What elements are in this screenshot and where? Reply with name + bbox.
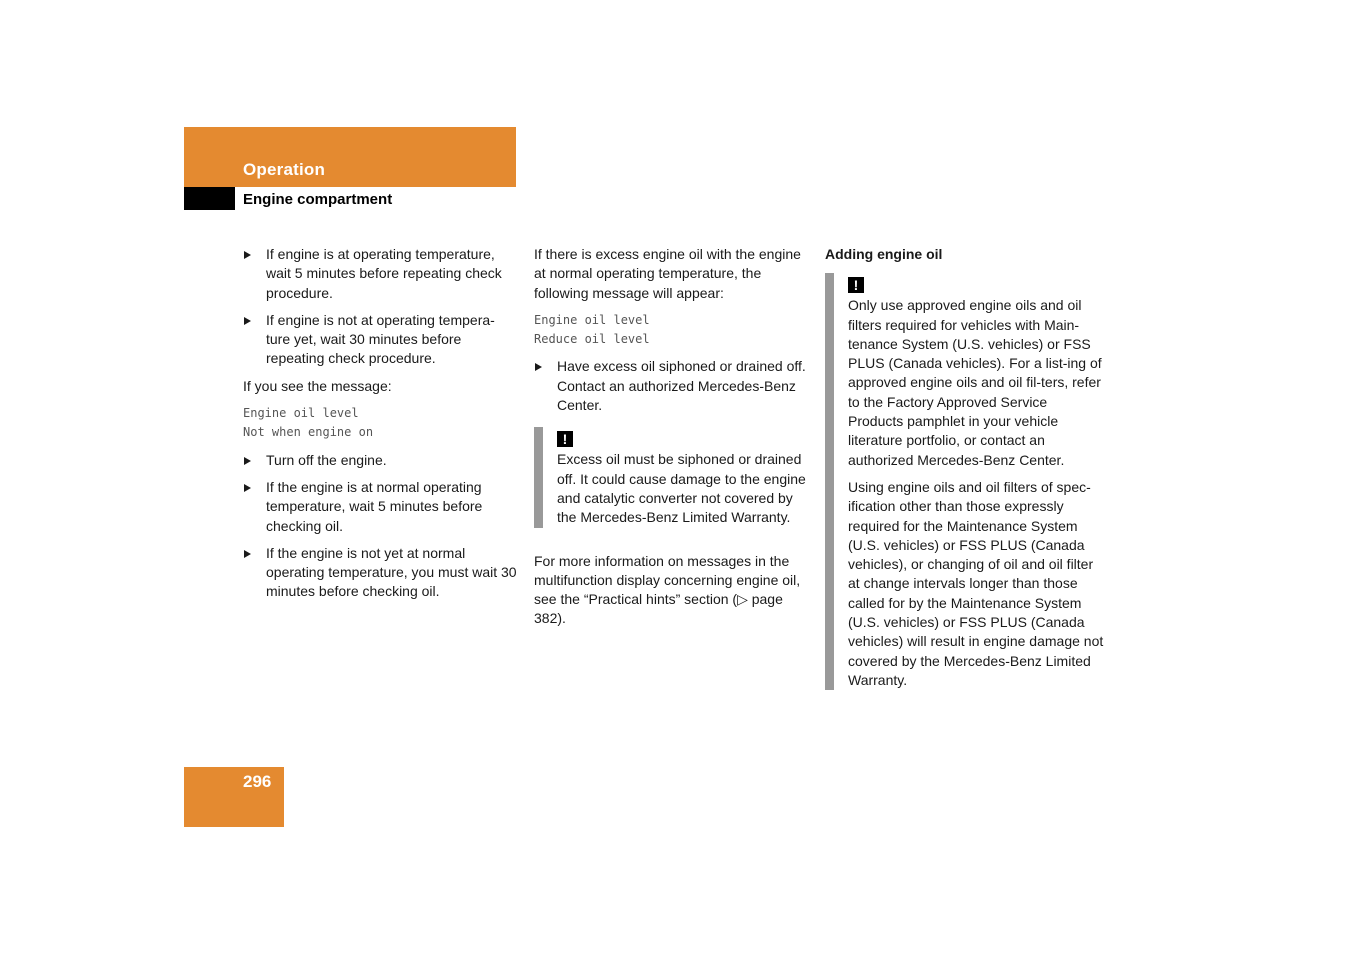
bullet-text: If the engine is at normal operating temperature, wait 5 minutes before checking oil. bbox=[266, 478, 483, 534]
section-title: Operation bbox=[243, 160, 326, 179]
display-line: Not when engine on bbox=[243, 425, 374, 440]
column-2 bbox=[534, 245, 809, 637]
list-item bbox=[534, 357, 809, 415]
display-line: Reduce oil level bbox=[534, 332, 650, 347]
bullet-text: Turn off the engine. bbox=[266, 451, 387, 468]
bullet-triangle-icon bbox=[244, 457, 251, 465]
list-item bbox=[243, 245, 518, 303]
bullet-triangle-icon bbox=[244, 484, 251, 492]
list-item bbox=[243, 478, 518, 536]
bullet-text: Have excess oil siphoned or drained off. Contact an authorized Mercedes-Benz Center. bbox=[557, 358, 806, 414]
warning-text: Using engine oils and oil filters of spec-ification other than those expressly required for the Maintenance System (U.S. vehicles) or FSS PLUS (Canada vehicles), or changing of oil and oil filter at change intervals longer than those called for by the Maintenance System (U.S. vehicles) or FSS PLUS (Canada vehicles) will result in engine damage not covered by the Mercedes-Benz Limited Warranty. bbox=[848, 478, 1104, 688]
subheading: Adding engine oil bbox=[825, 246, 943, 262]
header-banner bbox=[184, 127, 516, 187]
bullet-triangle-icon bbox=[535, 363, 542, 371]
column-3 bbox=[825, 245, 1105, 698]
warning-text: Only use approved engine oils and oil filters required for vehicles with Main-tenance System (U.S. vehicles) or FSS PLUS (Canada vehicles). For a list-ing of approved engine oils and oil fil-ters, refer to the Factory Approved Service Products pamphlet in your vehicle literature portfolio, or contact an authorized Mercedes-Benz Center. bbox=[848, 297, 1102, 468]
bullet-text: If engine is at operating temperature, wait 5 minutes before repeating check procedure. bbox=[266, 246, 502, 301]
paragraph: If there is excess engine oil with the engine at normal operating temperature, the following message will appear: bbox=[534, 246, 801, 301]
bullet-triangle-icon bbox=[244, 550, 251, 558]
bullet-triangle-icon bbox=[244, 251, 251, 259]
list-item bbox=[243, 311, 518, 369]
display-line: Engine oil level bbox=[243, 406, 359, 421]
display-message bbox=[534, 311, 809, 350]
warning-text: Excess oil must be siphoned or drained off. It could cause damage to the engine and catalytic converter not covered by the Mercedes-Benz Limited Warranty. bbox=[557, 451, 806, 526]
paragraph: If you see the message: bbox=[243, 377, 392, 394]
list-item bbox=[243, 451, 518, 470]
warning-icon: ! bbox=[557, 431, 573, 447]
list-item bbox=[243, 544, 518, 602]
bullet-text: If engine is not at operating tempera-ture yet, wait 30 minutes before repeating check procedure. bbox=[266, 311, 495, 367]
warning-bar bbox=[534, 427, 543, 527]
section-marker bbox=[184, 187, 235, 210]
column-1 bbox=[243, 245, 518, 610]
warning-box bbox=[534, 427, 809, 527]
bullet-triangle-icon bbox=[244, 317, 251, 325]
display-message bbox=[243, 404, 518, 443]
bullet-text: If the engine is not yet at normal operating temperature, you must wait 30 minutes before checking oil. bbox=[266, 544, 517, 600]
warning-icon: ! bbox=[848, 277, 864, 293]
subsection-title: Engine compartment bbox=[243, 191, 393, 208]
paragraph: For more information on messages in the multifunction display concerning engine oil, see the “Practical hints” section (▷ page 382). bbox=[534, 552, 801, 627]
display-line: Engine oil level bbox=[534, 312, 650, 327]
warning-box bbox=[825, 273, 1105, 690]
page-number: 296 bbox=[243, 772, 272, 791]
warning-bar bbox=[825, 273, 834, 690]
